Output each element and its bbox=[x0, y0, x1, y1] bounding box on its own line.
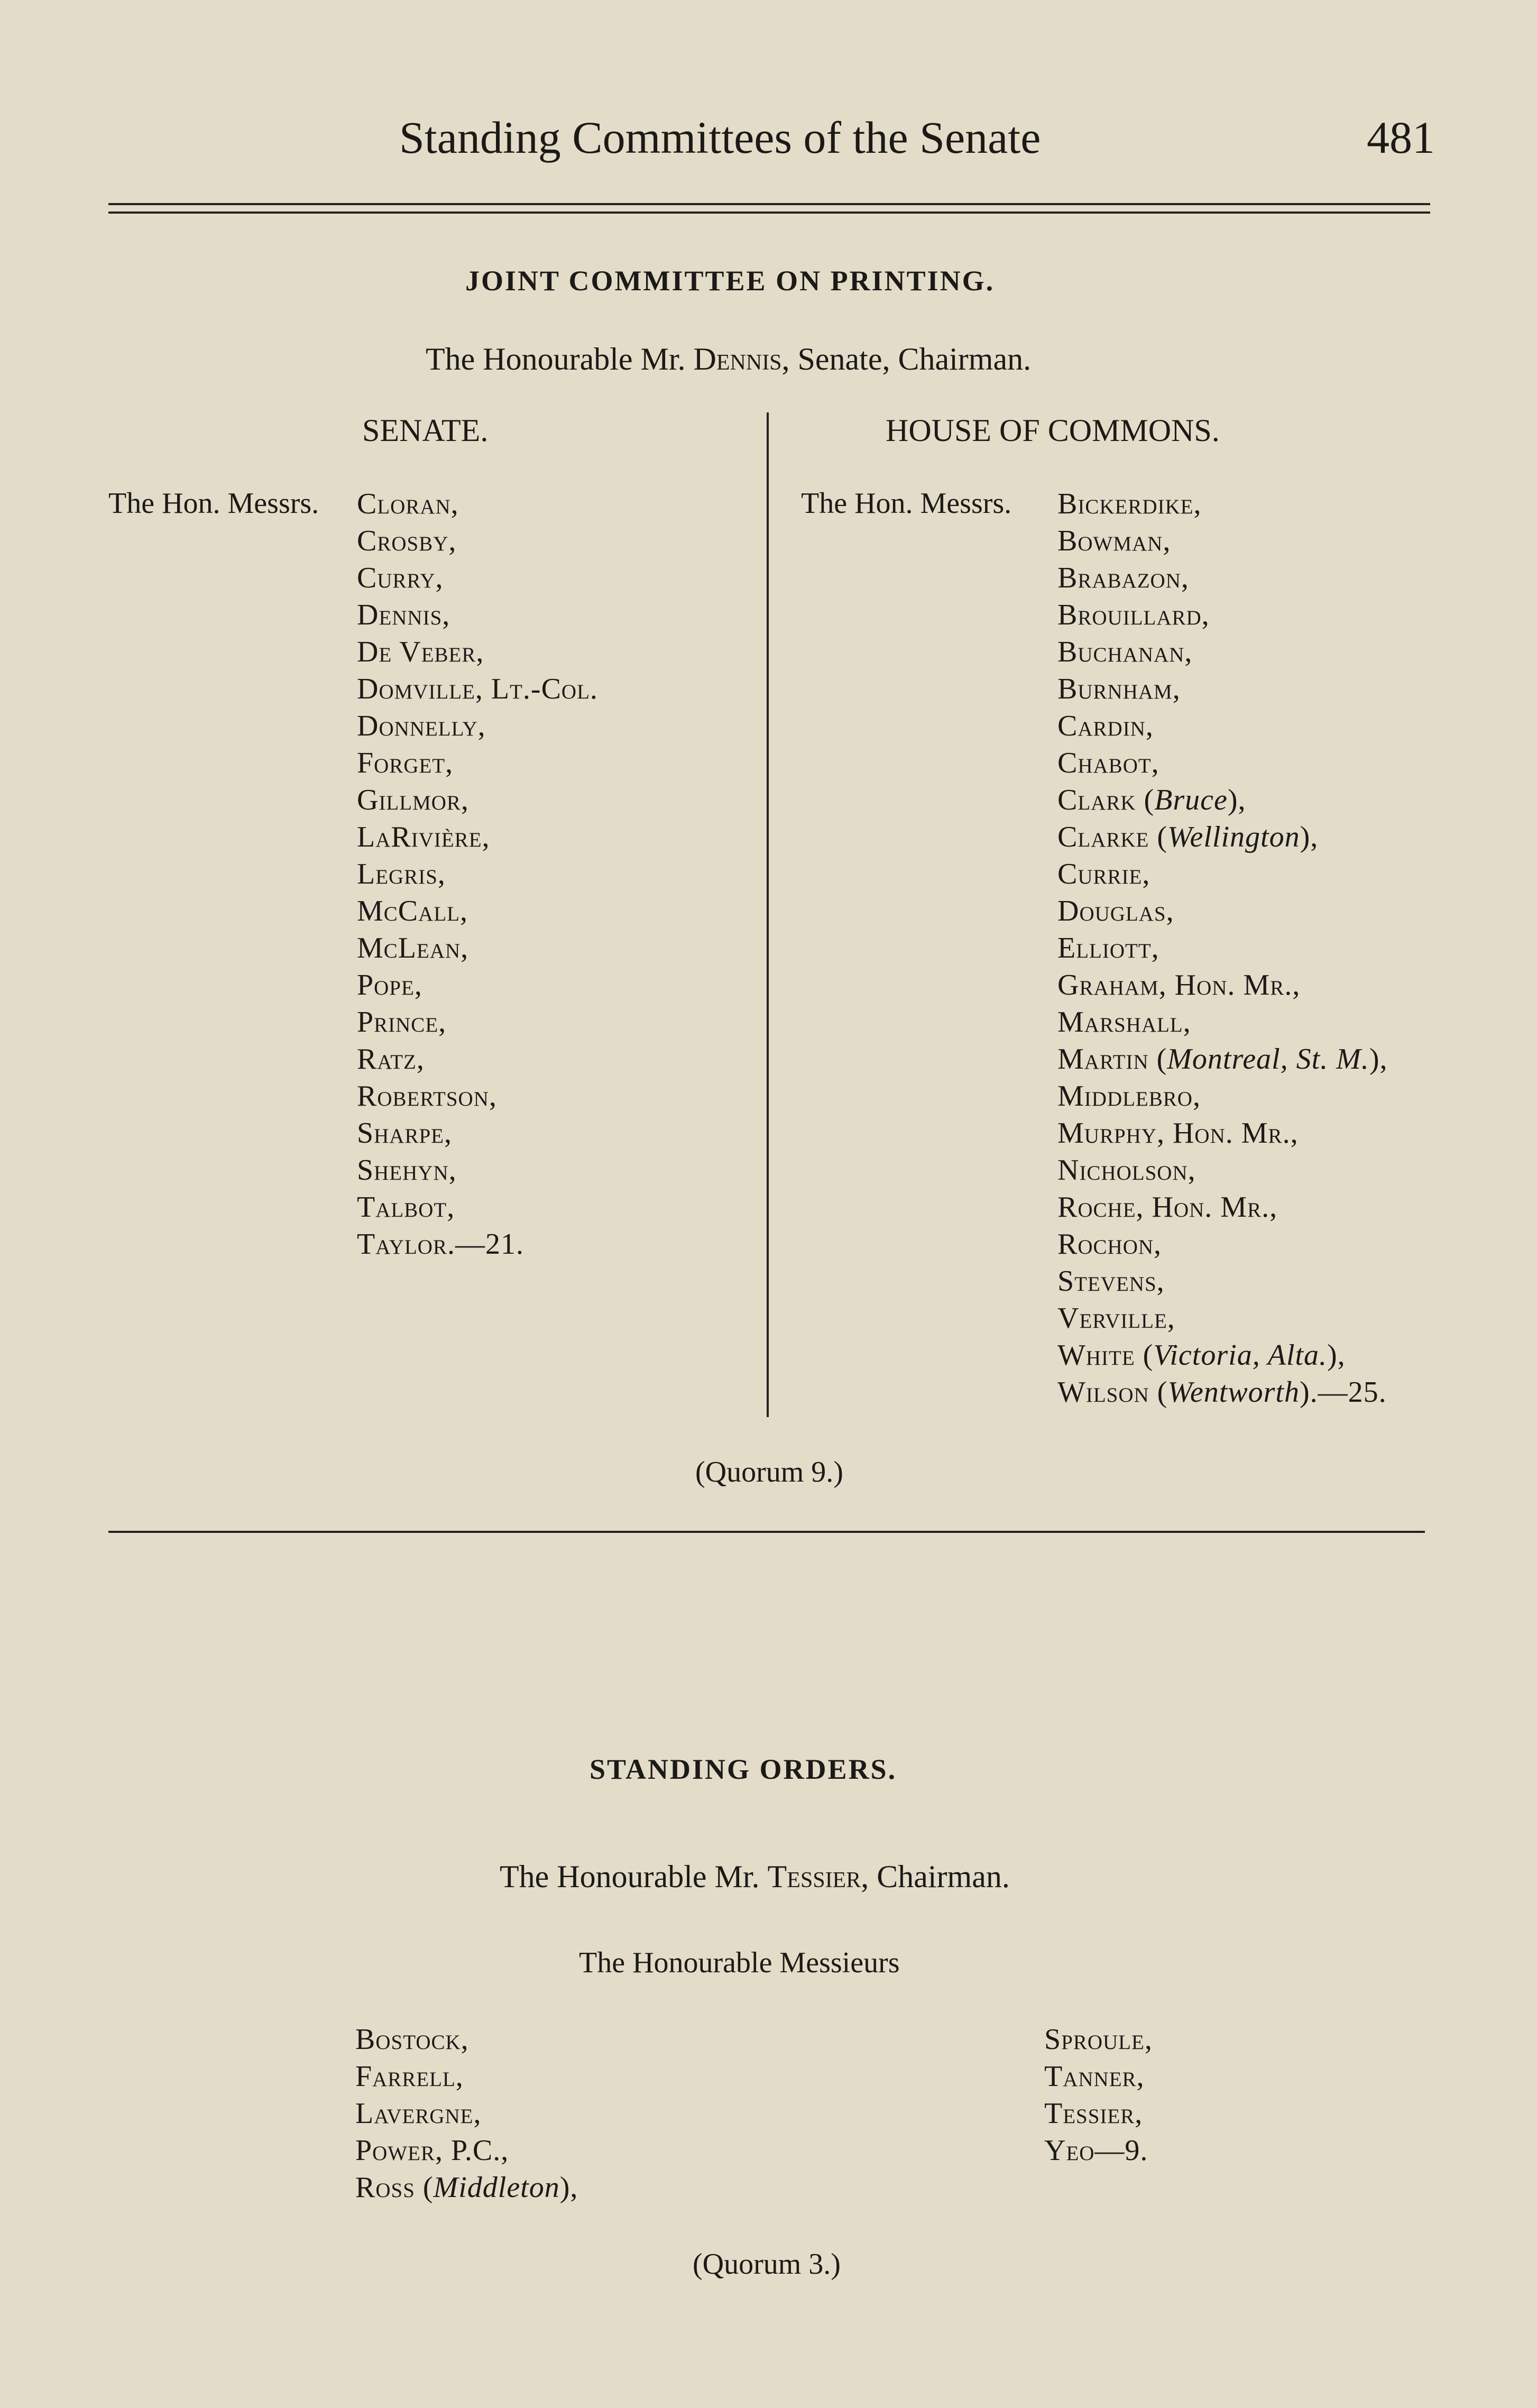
member-name: Chabot, bbox=[1057, 747, 1159, 779]
member-entry: McLean, bbox=[357, 932, 469, 964]
member-entry bbox=[1057, 1263, 1387, 1300]
member-entry: Cloran, bbox=[357, 488, 459, 520]
commons-member-list bbox=[1057, 485, 1387, 1411]
member-name: Farrell, bbox=[355, 2060, 464, 2093]
member-entry bbox=[1057, 559, 1387, 596]
member-entry bbox=[355, 2169, 578, 2206]
standing-orders-quorum: (Quorum 3.) bbox=[693, 2248, 841, 2281]
member-entry: Taylor.—21. bbox=[357, 1228, 524, 1261]
member-name: Stevens, bbox=[1057, 1265, 1165, 1298]
member-name: White ( bbox=[1057, 1339, 1154, 1372]
member-riding: Wellington bbox=[1167, 821, 1300, 853]
member-name: Burnham, bbox=[1057, 673, 1181, 705]
member-suffix: ), bbox=[1327, 1339, 1346, 1372]
member-entry bbox=[1057, 707, 1387, 745]
member-entry: Sharpe, bbox=[357, 1117, 452, 1150]
chair-prefix: The Honourable Mr. bbox=[426, 342, 686, 376]
standing-orders-title: STANDING ORDERS. bbox=[590, 1753, 897, 1785]
member-entry: Ratz, bbox=[357, 1043, 425, 1076]
running-title: Standing Committees of the Senate bbox=[399, 112, 1041, 163]
member-entry bbox=[1057, 1078, 1387, 1115]
member-name: Brabazon, bbox=[1057, 562, 1189, 594]
member-name: Middlebro, bbox=[1057, 1080, 1201, 1113]
member-entry bbox=[1057, 596, 1387, 633]
header-rule-bottom bbox=[108, 212, 1430, 214]
member-entry: LaRivière, bbox=[357, 821, 490, 853]
member-name: Brouillard, bbox=[1057, 599, 1210, 631]
member-name: Marshall, bbox=[1057, 1006, 1191, 1038]
member-name: Douglas, bbox=[1057, 895, 1174, 927]
member-entry: Gillmor, bbox=[357, 784, 469, 816]
member-entry: Shehyn, bbox=[357, 1154, 457, 1187]
member-entry: Pope, bbox=[357, 969, 422, 1001]
member-name: Bowman, bbox=[1057, 525, 1171, 557]
member-entry bbox=[1057, 1152, 1387, 1189]
member-name: Martin ( bbox=[1057, 1043, 1167, 1076]
member-entry bbox=[1057, 1226, 1387, 1263]
page-number: 481 bbox=[1367, 112, 1435, 163]
member-entry bbox=[1057, 1374, 1387, 1411]
member-name: Power, P.C., bbox=[355, 2134, 509, 2167]
member-riding: Middleton bbox=[433, 2171, 560, 2204]
member-entry: Curry, bbox=[357, 562, 444, 594]
member-entry bbox=[1057, 856, 1387, 893]
member-entry: Forget, bbox=[357, 747, 454, 779]
member-entry: Donnelly, bbox=[357, 710, 486, 742]
member-name: Bostock, bbox=[355, 2023, 469, 2056]
member-name: Bickerdike, bbox=[1057, 488, 1202, 520]
member-entry bbox=[1057, 893, 1387, 930]
joint-committee-title: JOINT COMMITTEE ON PRINTING. bbox=[465, 265, 995, 297]
column-divider bbox=[767, 412, 769, 1417]
member-entry bbox=[1057, 1300, 1387, 1337]
member-name: Cardin, bbox=[1057, 710, 1154, 742]
member-name: Rochon, bbox=[1057, 1228, 1162, 1261]
member-entry bbox=[355, 2021, 578, 2058]
member-entry bbox=[1057, 670, 1387, 707]
member-entry: Domville, Lt.-Col. bbox=[357, 673, 598, 705]
member-entry bbox=[1057, 1189, 1387, 1226]
member-suffix: ), bbox=[559, 2171, 578, 2204]
member-entry bbox=[355, 2095, 578, 2132]
so-members-intro: The Honourable Messieurs bbox=[579, 1946, 900, 1979]
commons-prefix: The Hon. Messrs. bbox=[801, 487, 1012, 520]
member-suffix: ), bbox=[1369, 1043, 1388, 1076]
member-name: Lavergne, bbox=[355, 2097, 482, 2130]
member-entry bbox=[1057, 1004, 1387, 1041]
so-chair-prefix: The Honourable Mr. bbox=[500, 1859, 760, 1894]
member-entry bbox=[1057, 485, 1387, 522]
member-name: Ross ( bbox=[355, 2171, 434, 2204]
member-name: Verville, bbox=[1057, 1302, 1175, 1335]
senate-heading: SENATE. bbox=[362, 413, 489, 448]
member-entry: De Veber, bbox=[357, 636, 484, 668]
member-entry bbox=[1057, 1115, 1387, 1152]
member-name: Tanner, bbox=[1044, 2060, 1145, 2093]
member-name: Sproule, bbox=[1044, 2023, 1153, 2056]
so-left-member-list bbox=[355, 2021, 578, 2206]
member-entry: Talbot, bbox=[357, 1191, 455, 1224]
member-entry bbox=[1057, 1337, 1387, 1374]
member-entry bbox=[1044, 2095, 1153, 2132]
member-entry bbox=[1057, 967, 1387, 1004]
member-riding: Wentworth bbox=[1167, 1376, 1300, 1409]
member-entry bbox=[1057, 930, 1387, 967]
so-chair-suffix: , Chairman. bbox=[861, 1859, 1010, 1894]
standing-orders-chair bbox=[500, 1859, 1010, 1895]
member-riding: Montreal, St. M. bbox=[1167, 1043, 1369, 1076]
member-name: Clark ( bbox=[1057, 784, 1155, 816]
member-entry bbox=[1057, 782, 1387, 819]
member-name: Elliott, bbox=[1057, 932, 1159, 964]
member-name: Buchanan, bbox=[1057, 636, 1193, 668]
so-right-member-list bbox=[1044, 2021, 1153, 2169]
section-divider-rule bbox=[108, 1531, 1425, 1533]
member-suffix: ), bbox=[1300, 821, 1319, 853]
member-entry bbox=[355, 2058, 578, 2095]
member-entry: McCall, bbox=[357, 895, 468, 927]
member-suffix: ), bbox=[1227, 784, 1246, 816]
member-name: Currie, bbox=[1057, 858, 1151, 890]
member-name: Yeo—9. bbox=[1044, 2134, 1148, 2167]
joint-committee-chair bbox=[426, 341, 1031, 378]
member-entry: Crosby, bbox=[357, 525, 457, 557]
member-entry bbox=[1057, 745, 1387, 782]
member-name: Murphy, Hon. Mr., bbox=[1057, 1117, 1299, 1150]
member-entry bbox=[355, 2132, 578, 2169]
senate-prefix: The Hon. Messrs. bbox=[108, 487, 319, 520]
member-riding: Victoria, Alta. bbox=[1153, 1339, 1327, 1372]
member-name: Roche, Hon. Mr., bbox=[1057, 1191, 1278, 1224]
member-entry: Legris, bbox=[357, 858, 446, 890]
member-entry: Prince, bbox=[357, 1006, 447, 1038]
member-entry bbox=[1057, 522, 1387, 559]
member-name: Tessier, bbox=[1044, 2097, 1143, 2130]
senate-member-list bbox=[357, 485, 598, 1263]
member-name: Graham, Hon. Mr., bbox=[1057, 969, 1301, 1001]
member-suffix: ).—25. bbox=[1299, 1376, 1387, 1409]
member-entry bbox=[1044, 2132, 1153, 2169]
member-name: Clarke ( bbox=[1057, 821, 1167, 853]
chair-suffix: , Senate, Chairman. bbox=[781, 342, 1032, 376]
so-chair-name: Tessier bbox=[767, 1859, 861, 1894]
member-riding: Bruce bbox=[1154, 784, 1228, 816]
member-entry bbox=[1057, 819, 1387, 856]
member-entry bbox=[1057, 633, 1387, 670]
member-entry bbox=[1044, 2058, 1153, 2095]
header-rule-top bbox=[108, 203, 1430, 205]
chair-name: Dennis bbox=[693, 342, 782, 376]
commons-heading: HOUSE OF COMMONS. bbox=[886, 413, 1220, 448]
member-entry bbox=[1057, 1041, 1387, 1078]
member-entry: Robertson, bbox=[357, 1080, 497, 1113]
member-name: Wilson ( bbox=[1057, 1376, 1168, 1409]
joint-committee-quorum: (Quorum 9.) bbox=[695, 1456, 843, 1488]
member-entry bbox=[1044, 2021, 1153, 2058]
member-name: Nicholson, bbox=[1057, 1154, 1196, 1187]
member-entry: Dennis, bbox=[357, 599, 450, 631]
